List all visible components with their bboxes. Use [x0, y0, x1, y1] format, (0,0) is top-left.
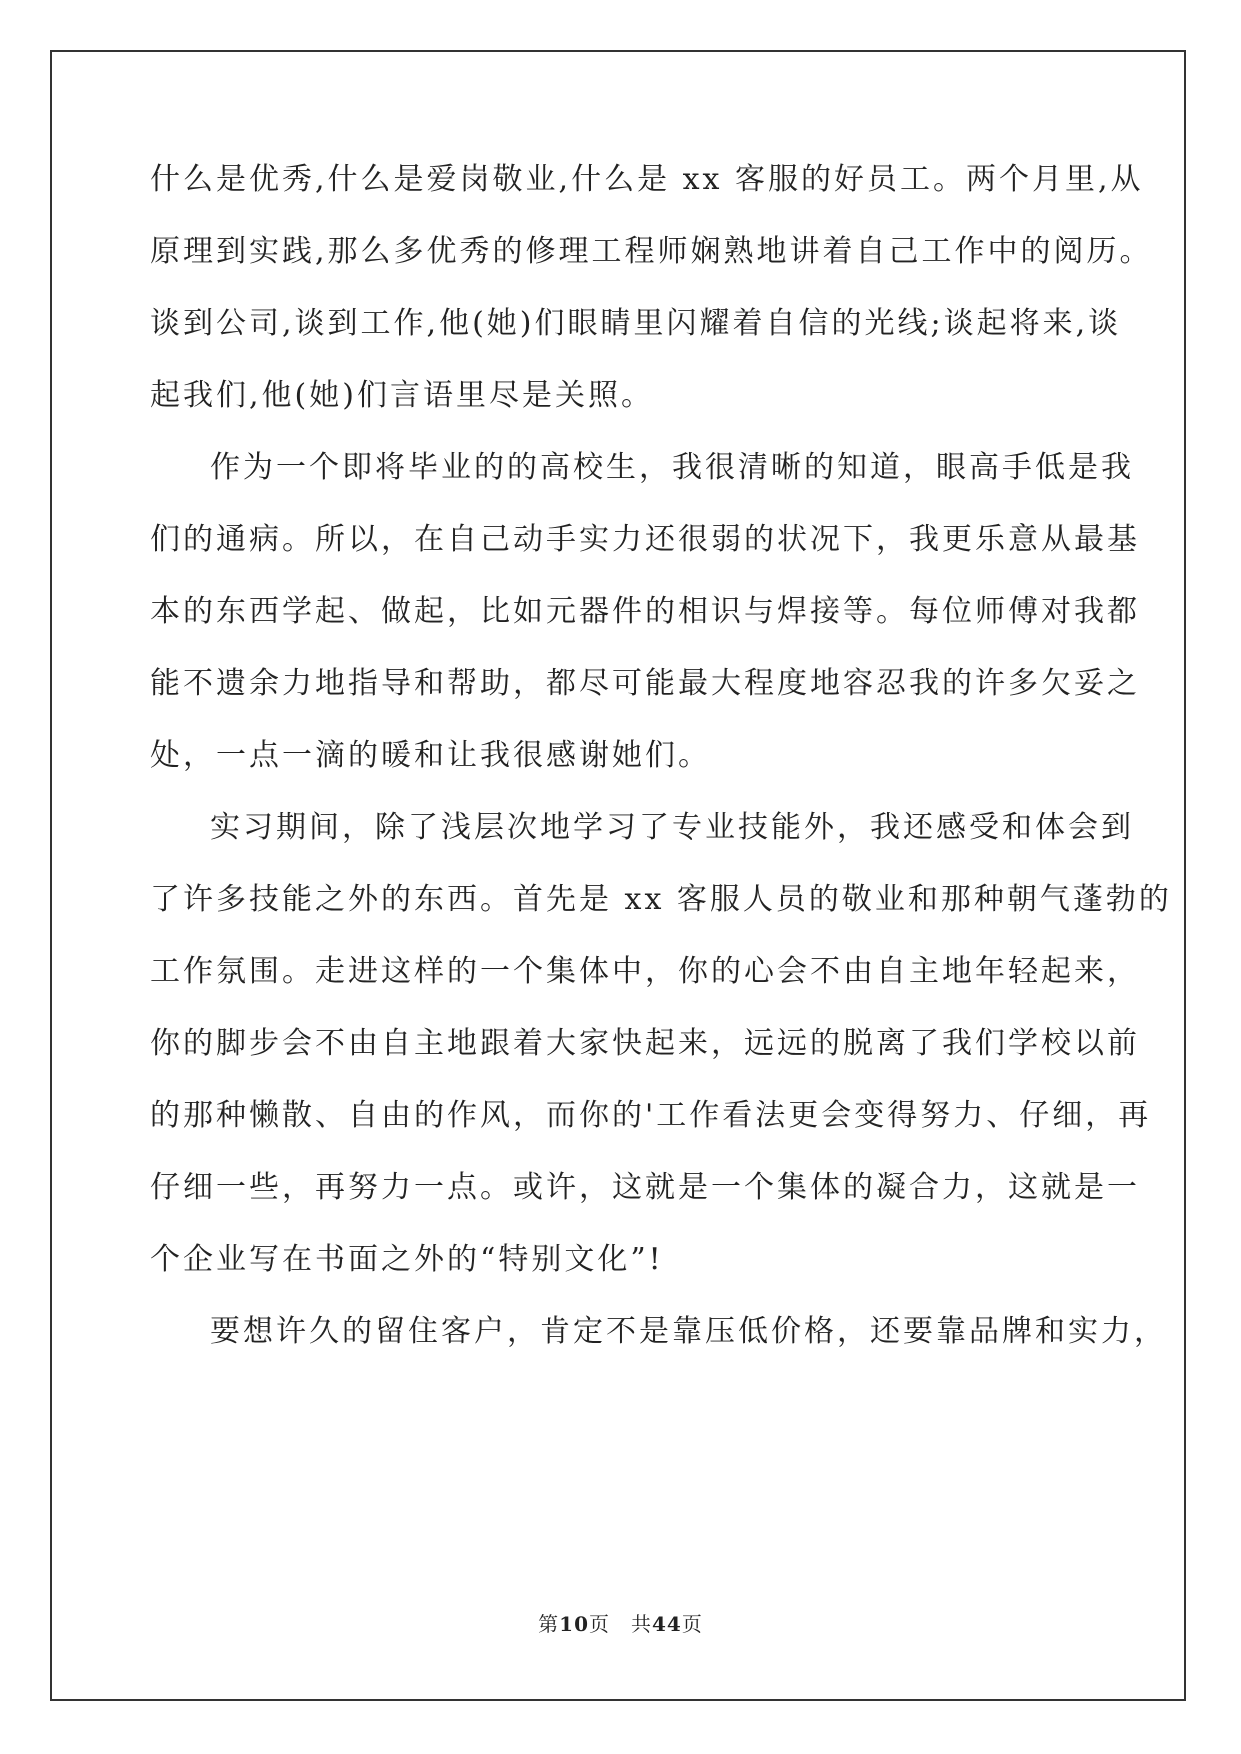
text-line: 起我们,他(她)们言语里尽是关照。: [150, 378, 654, 413]
footer-middle: 页 共: [589, 1612, 652, 1636]
total-page-count: 44: [652, 1612, 682, 1636]
text-line: 什么是优秀,什么是爱岗敬业,什么是 xx 客服的好员工。两个月里,从: [150, 162, 1144, 197]
paragraph-first-line: 实习期间，除了浅层次地学习了专业技能外，我还感受和体会到: [210, 810, 1134, 845]
text-line: 谈到公司,谈到工作,他(她)们眼睛里闪耀着自信的光线;谈起将来,谈: [150, 306, 1122, 341]
paragraph-first-line: 作为一个即将毕业的的高校生，我很清晰的知道，眼高手低是我: [210, 450, 1134, 485]
text-line: 本的东西学起、做起，比如元器件的相识与焊接等。每位师傅对我都: [150, 594, 1140, 629]
text-line: 个企业写在书面之外的“特别文化”!: [150, 1242, 664, 1277]
footer-prefix: 第: [538, 1612, 560, 1636]
page-footer: [0, 1608, 1241, 1637]
page-border: [50, 50, 1186, 1701]
text-line: 仔细一些，再努力一点。或许，这就是一个集体的凝合力，这就是一: [150, 1170, 1140, 1205]
current-page-number: 10: [559, 1612, 589, 1636]
text-line: 能不遗余力地指导和帮助，都尽可能最大程度地容忍我的许多欠妥之: [150, 666, 1140, 701]
text-line: 了许多技能之外的东西。首先是 xx 客服人员的敬业和那种朝气蓬勃的: [150, 882, 1172, 917]
text-line: 处，一点一滴的暖和让我很感谢她们。: [150, 738, 711, 773]
text-line: 们的通病。所以，在自己动手实力还很弱的状况下，我更乐意从最基: [150, 522, 1140, 557]
text-line: 原理到实践,那么多优秀的修理工程师娴熟地讲着自己工作中的阅历。: [150, 234, 1153, 269]
text-line: 的那种懒散、自由的作风，而你的'工作看法更会变得努力、仔细，再: [150, 1098, 1152, 1133]
text-line: 工作氛围。走进这样的一个集体中，你的心会不由自主地年轻起来，: [150, 954, 1140, 989]
text-line: 你的脚步会不由自主地跟着大家快起来，远远的脱离了我们学校以前: [150, 1026, 1140, 1061]
paragraph-first-line: 要想许久的留住客户，肯定不是靠压低价格，还要靠品牌和实力，: [210, 1314, 1167, 1349]
footer-suffix: 页: [681, 1612, 703, 1636]
